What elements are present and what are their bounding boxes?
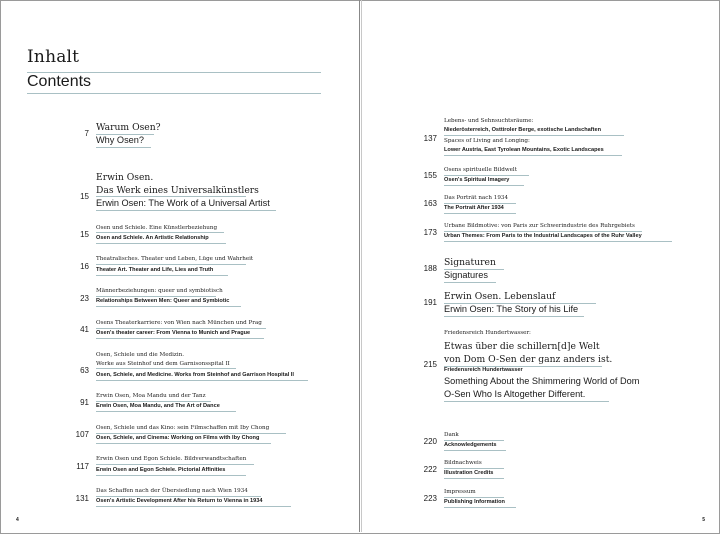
entry-rule xyxy=(96,328,266,329)
entry-rule xyxy=(444,478,504,479)
toc-title-de[interactable]: Das Porträt nach 1934 xyxy=(444,195,509,201)
toc-title-de[interactable]: Erwin Osen. xyxy=(96,172,154,183)
entry-rule xyxy=(96,496,261,497)
entry-rule xyxy=(444,135,624,136)
toc-title-en[interactable]: Illustration Credits xyxy=(444,470,494,476)
toc-title-en[interactable]: Something About the Shimmering World of Dom xyxy=(444,376,640,386)
toc-page-number: 215 xyxy=(423,360,437,369)
toc-title-de[interactable]: Das Werk eines Universalkünstlers xyxy=(96,185,259,196)
toc-page-number: 155 xyxy=(423,171,437,180)
entry-rule xyxy=(444,401,609,402)
toc-title-de[interactable]: Erwin Osen und Egon Schiele. Bildverwandtschaften xyxy=(96,456,247,462)
toc-title-en[interactable]: Niederösterreich, Osttiroler Berge, exotische Landschaften xyxy=(444,127,601,133)
entry-rule xyxy=(444,269,504,270)
entry-rule xyxy=(444,440,504,441)
entry-rule xyxy=(444,366,602,367)
toc-title-de[interactable]: Urbane Bildmotive: von Paris zur Schwerindustrie des Ruhrgebiets xyxy=(444,223,635,229)
right-page xyxy=(360,0,719,532)
entry-rule xyxy=(444,303,596,304)
toc-title-de[interactable]: Warum Osen? xyxy=(96,122,161,133)
entry-rule xyxy=(444,468,504,469)
toc-title-en[interactable]: Friedensreich Hundertwasser xyxy=(444,367,523,373)
toc-title-en[interactable]: Theater Art. Theater and Life, Lies and Truth xyxy=(96,267,214,273)
toc-title-en[interactable]: Erwin Osen: The Work of a Universal Artist xyxy=(96,198,270,208)
entry-rule xyxy=(96,210,276,211)
toc-title-en[interactable]: Signatures xyxy=(444,270,488,280)
entry-rule xyxy=(444,507,516,508)
entry-rule xyxy=(444,450,506,451)
toc-page-number: 188 xyxy=(423,264,437,273)
toc-page-number: 15 xyxy=(80,192,89,201)
entry-rule xyxy=(96,296,216,297)
toc-title-en[interactable]: Osen, Schiele, and Cinema: Working on Films with Iby Chong xyxy=(96,435,260,441)
left-page xyxy=(1,0,359,532)
toc-title-en[interactable]: Osen, Schiele, and Medicine. Works from Steinhof and Garrison Hospital II xyxy=(96,372,294,378)
contents-heading-de: Inhalt xyxy=(27,47,80,67)
entry-rule xyxy=(444,185,524,186)
toc-page-number: 63 xyxy=(80,366,89,375)
toc-title-de[interactable]: Das Schaffen nach der Übersiedlung nach Wien 1934 xyxy=(96,488,248,494)
toc-title-de[interactable]: Bildnachweis xyxy=(444,460,482,466)
toc-title-de[interactable]: Männerbeziehungen: queer und symbiotisch xyxy=(96,288,223,294)
entry-rule xyxy=(444,213,516,214)
entry-rule xyxy=(96,433,286,434)
toc-page-number: 23 xyxy=(80,294,89,303)
toc-title-de[interactable]: Theatralisches. Theater und Leben, Lüge und Wahrheit xyxy=(96,256,254,262)
toc-title-en[interactable]: Lower Austria, East Tyrolean Mountains, Exotic Landscapes xyxy=(444,147,604,153)
toc-title-de[interactable]: Erwin Osen, Moa Mandu und der Tanz xyxy=(96,393,206,399)
toc-page-number: 41 xyxy=(80,325,89,334)
toc-title-de[interactable]: Etwas über die schillern[d]e Welt xyxy=(444,341,600,352)
toc-title-en[interactable]: Erwin Osen and Egon Schiele. Pictorial Affinities xyxy=(96,467,226,473)
toc-title-en[interactable]: The Portrait After 1934 xyxy=(444,205,504,211)
entry-rule xyxy=(96,338,264,339)
entry-rule xyxy=(444,231,642,232)
entry-rule xyxy=(444,175,529,176)
toc-title-de[interactable]: Osens Theaterkarriere: von Wien nach München und Prag xyxy=(96,320,262,326)
entry-rule xyxy=(444,282,496,283)
entry-rule xyxy=(96,443,271,444)
entry-rule xyxy=(96,196,246,197)
entry-rule xyxy=(96,380,308,381)
toc-title-de[interactable]: Dank xyxy=(444,432,459,438)
toc-title-en[interactable]: Publishing Information xyxy=(444,499,505,505)
entry-rule xyxy=(96,464,254,465)
toc-title-en[interactable]: Osen and Schiele. An Artistic Relationship xyxy=(96,235,209,241)
entry-rule xyxy=(96,232,224,233)
toc-title-en[interactable]: Erwin Osen: The Story of his Life xyxy=(444,304,579,314)
toc-title-en[interactable]: Urban Themes: From Paris to the Industrial Landscapes of the Ruhr Valley xyxy=(444,233,642,239)
toc-title-en[interactable]: Osen's Artistic Development After his Return to Vienna in 1934 xyxy=(96,498,263,504)
toc-title-de[interactable]: Impressum xyxy=(444,489,476,495)
entry-rule xyxy=(96,275,228,276)
toc-title-de[interactable]: Werke aus Steinhof und dem Garnisonsspital II xyxy=(96,361,230,367)
toc-title-de[interactable]: Lebens- und Sehnsuchtsräume: xyxy=(444,118,534,124)
entry-rule xyxy=(96,147,151,148)
entry-rule xyxy=(96,264,246,265)
toc-title-en[interactable]: Relationships Between Men: Queer and Symbiotic xyxy=(96,298,230,304)
entry-rule xyxy=(96,411,236,412)
toc-page-number: 163 xyxy=(423,199,437,208)
toc-page-number: 222 xyxy=(423,465,437,474)
toc-page-number: 15 xyxy=(80,230,89,239)
toc-title-en[interactable]: Erwin Osen, Moa Mandu, and The Art of Dance xyxy=(96,403,220,409)
toc-page-number: 191 xyxy=(423,298,437,307)
entry-rule xyxy=(444,155,622,156)
entry-rule xyxy=(444,316,584,317)
toc-page-number: 7 xyxy=(84,129,89,138)
entry-rule xyxy=(96,243,226,244)
entry-rule xyxy=(96,506,291,507)
entry-rule xyxy=(96,475,246,476)
toc-title-en[interactable]: Osen's Spiritual Imagery xyxy=(444,177,510,183)
toc-title-de[interactable]: Friedensreich Hundertwasser: xyxy=(444,330,531,336)
toc-page-number: 91 xyxy=(80,398,89,407)
entry-rule xyxy=(96,401,211,402)
toc-page-number: 107 xyxy=(75,430,89,439)
toc-page-number: 220 xyxy=(423,437,437,446)
entry-rule xyxy=(96,306,241,307)
toc-title-de[interactable]: Osen, Schiele und die Medizin. xyxy=(96,352,185,358)
toc-title-de[interactable]: Osen, Schiele und das Kino: sein Filmschaffen mit Iby Chong xyxy=(96,425,270,431)
toc-page-number: 117 xyxy=(76,462,89,471)
heading-rule xyxy=(27,72,321,73)
toc-page-number: 173 xyxy=(423,228,437,237)
toc-page-number: 131 xyxy=(75,494,89,503)
page-folio: 4 xyxy=(16,517,19,523)
page-folio: 5 xyxy=(702,517,705,523)
heading-rule xyxy=(27,93,321,94)
toc-page-number: 137 xyxy=(423,134,437,143)
toc-title-de[interactable]: Signaturen xyxy=(444,257,496,268)
toc-title-de[interactable]: Osens spirituelle Bildwelt xyxy=(444,167,517,173)
toc-title-de[interactable]: Erwin Osen. Lebenslauf xyxy=(444,291,556,302)
toc-title-de[interactable]: Osen und Schiele. Eine Künstlerbeziehung xyxy=(96,225,218,231)
toc-page-number: 223 xyxy=(423,494,437,503)
toc-title-en[interactable]: Osen's theater career: From Vienna to Munich and Prague xyxy=(96,330,251,336)
toc-title-de[interactable]: Spaces of Living and Longing: xyxy=(444,138,530,144)
entry-rule xyxy=(444,203,516,204)
toc-title-en[interactable]: Why Osen? xyxy=(96,135,144,145)
entry-rule xyxy=(96,368,236,369)
contents-heading-en: Contents xyxy=(27,73,92,90)
toc-title-de[interactable]: von Dom O-Sen der ganz anders ist. xyxy=(444,354,613,365)
toc-page-number: 16 xyxy=(80,262,89,271)
entry-rule xyxy=(444,241,672,242)
entry-rule xyxy=(444,497,504,498)
toc-title-en[interactable]: O-Sen Who Is Altogether Different. xyxy=(444,389,586,399)
toc-title-en[interactable]: Acknowledgements xyxy=(444,442,497,448)
entry-rule xyxy=(96,134,154,135)
